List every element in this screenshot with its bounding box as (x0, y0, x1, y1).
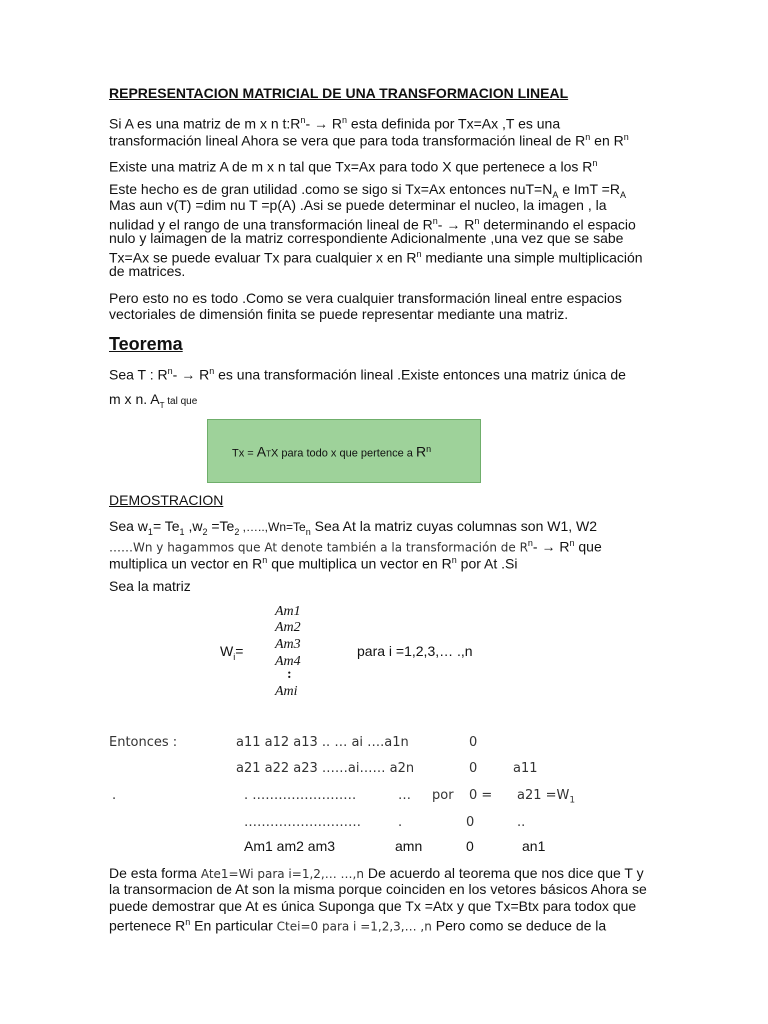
theorem-line1: Sea T : $R^n- \to R^n$ es una transformación lineal .Existe entonces una matriz única de (109, 366, 626, 383)
matrix-w-row: Am4 (275, 654, 301, 669)
entonces-row5: Am1 am2 am3 (244, 838, 336, 854)
entonces-row4-dot: . (398, 815, 403, 830)
entonces-row5-amn: amn (395, 838, 423, 854)
paragraph-utility-line5: Tx=Ax se puede evaluar Tx para cualquier x en $R^n$ mediante una simple multiplicación (109, 249, 643, 266)
paragraph-definition-line1: Si A es una matriz de m x n $t:R^n- \to R^n$ esta definida por Tx=Ax ,T es una (109, 115, 561, 132)
entonces-row1-zero: 0 (469, 735, 478, 750)
entonces-row3-ellipsis: … (398, 788, 411, 803)
final-line1: De esta forma Ate1=Wi para i=1,2,… …,n De acuerdo al teorema que nos dice que T y (109, 865, 644, 881)
theorem-heading: Teorema (109, 334, 183, 354)
paragraph-utility-line4: nulo y laimagen de la matriz correspondiente Adicionalmente ,una vez que se sabe (109, 230, 624, 246)
paragraph-utility-line3: nulidad y el rango de una transformación lineal de $R^n- \to R^n$ determinando el espacio (109, 216, 636, 233)
entonces-row3-dot: . (112, 788, 117, 803)
entonces-row2-value: a11 (513, 761, 538, 776)
matrix-w-index-range: para i =1,2,3,… .,n (357, 643, 473, 659)
page-title: REPRESENTACION MATRICIAL DE UNA TRANSFORMACION LINEAL (109, 85, 569, 101)
entonces-row2: a21 a22 a23 ……ai…… a2n (236, 761, 415, 776)
theorem-line2: m x n. $A_T$ tal que (109, 391, 198, 410)
paragraph-finite-line1: Pero esto no es todo .Como se vera cualquier transformación lineal entre espacios (109, 290, 622, 306)
matrix-w-row: Ami (275, 684, 298, 699)
theorem-formula: Tx = ATX para todo x que pertence a $R^n$ (232, 443, 432, 460)
matrix-w-ellipsis: : (287, 667, 292, 682)
paragraph-utility-line6: de matrices. (109, 263, 186, 279)
demo-line1: Sea $w_1= Te_1$ $,w_2 =Te_2$ $,\dots..,Wn=Te_n$ Sea At la matriz cuyas columnas son W1, W2 (109, 518, 598, 537)
paragraph-existence: Existe una matriz A de m x n tal que Tx=Ax para todo X que pertenece a los $R^n$ (109, 158, 598, 175)
entonces-row4-dots: ……………………… (244, 815, 361, 830)
demo-line3: multiplica un vector en $R^n$ que multiplica un vector en $R^n$ por At .Si (109, 555, 518, 572)
final-line2: la transormacion de At son la misma porque coinciden en los vetores básicos Ahora se (109, 881, 647, 897)
paragraph-finite-line2: vectoriales de dimensión finita se puede representar mediante una matriz. (109, 306, 569, 322)
arrow-icon: → (181, 366, 196, 383)
final-line3: puede demostrar que At es única Suponga que Tx =Atx y que Tx=Btx para todox que (109, 898, 637, 914)
paragraph-utility-line1: Este hecho es de gran utilidad .como se sigo si Tx=Ax entonces $nuT=N_A$ e ImT $=R_A$ (109, 181, 626, 200)
entonces-row4-zero: 0 (466, 815, 475, 830)
entonces-row2-zero: 0 (469, 761, 478, 776)
arrow-icon: → (314, 115, 328, 132)
final-line4: pertenece $R^n$ En particular Ctei=0 para i =1,2,3,… ,n Pero como se deduce de la (109, 917, 607, 934)
entonces-row1: a11 a12 a13 .. … ai ….a1n (236, 735, 409, 750)
entonces-label: Entonces : (109, 735, 178, 750)
entonces-row5-value: an1 (522, 838, 546, 854)
matrix-w-row: Am2 (275, 620, 301, 635)
entonces-row3-dots: . …………………… (244, 788, 357, 803)
arrow-icon: → (446, 216, 461, 233)
entonces-row5-zero: 0 (466, 838, 474, 854)
entonces-row3-por: por (432, 788, 454, 803)
demo-line4: Sea la matriz (109, 578, 191, 594)
paragraph-definition-line2: transformación lineal Ahora se vera que para toda transformación lineal de $R^n$ en $R^n$ (109, 132, 629, 149)
entonces-row3-value: $a21 =W_1$ (517, 788, 576, 806)
paragraph-utility-line2: Mas aun v(T) =dim nu T =p(A) .Asi se puede determinar el nucleo, la imagen , la (109, 197, 607, 213)
matrix-w-row: Am3 (275, 637, 301, 652)
arrow-icon: → (541, 538, 556, 555)
entonces-row3-zero-eq: 0 = (469, 788, 493, 803)
entonces-row4-value: .. (517, 815, 526, 830)
matrix-w-row: Am1 (275, 604, 301, 619)
demo-heading: DEMOSTRACION (109, 492, 224, 508)
matrix-w-label: $W_i=$ (220, 643, 244, 662)
demo-line2: ……Wn y hagammos que At denote también a la transformación de $R^n- \to R^n$ que (109, 538, 602, 555)
